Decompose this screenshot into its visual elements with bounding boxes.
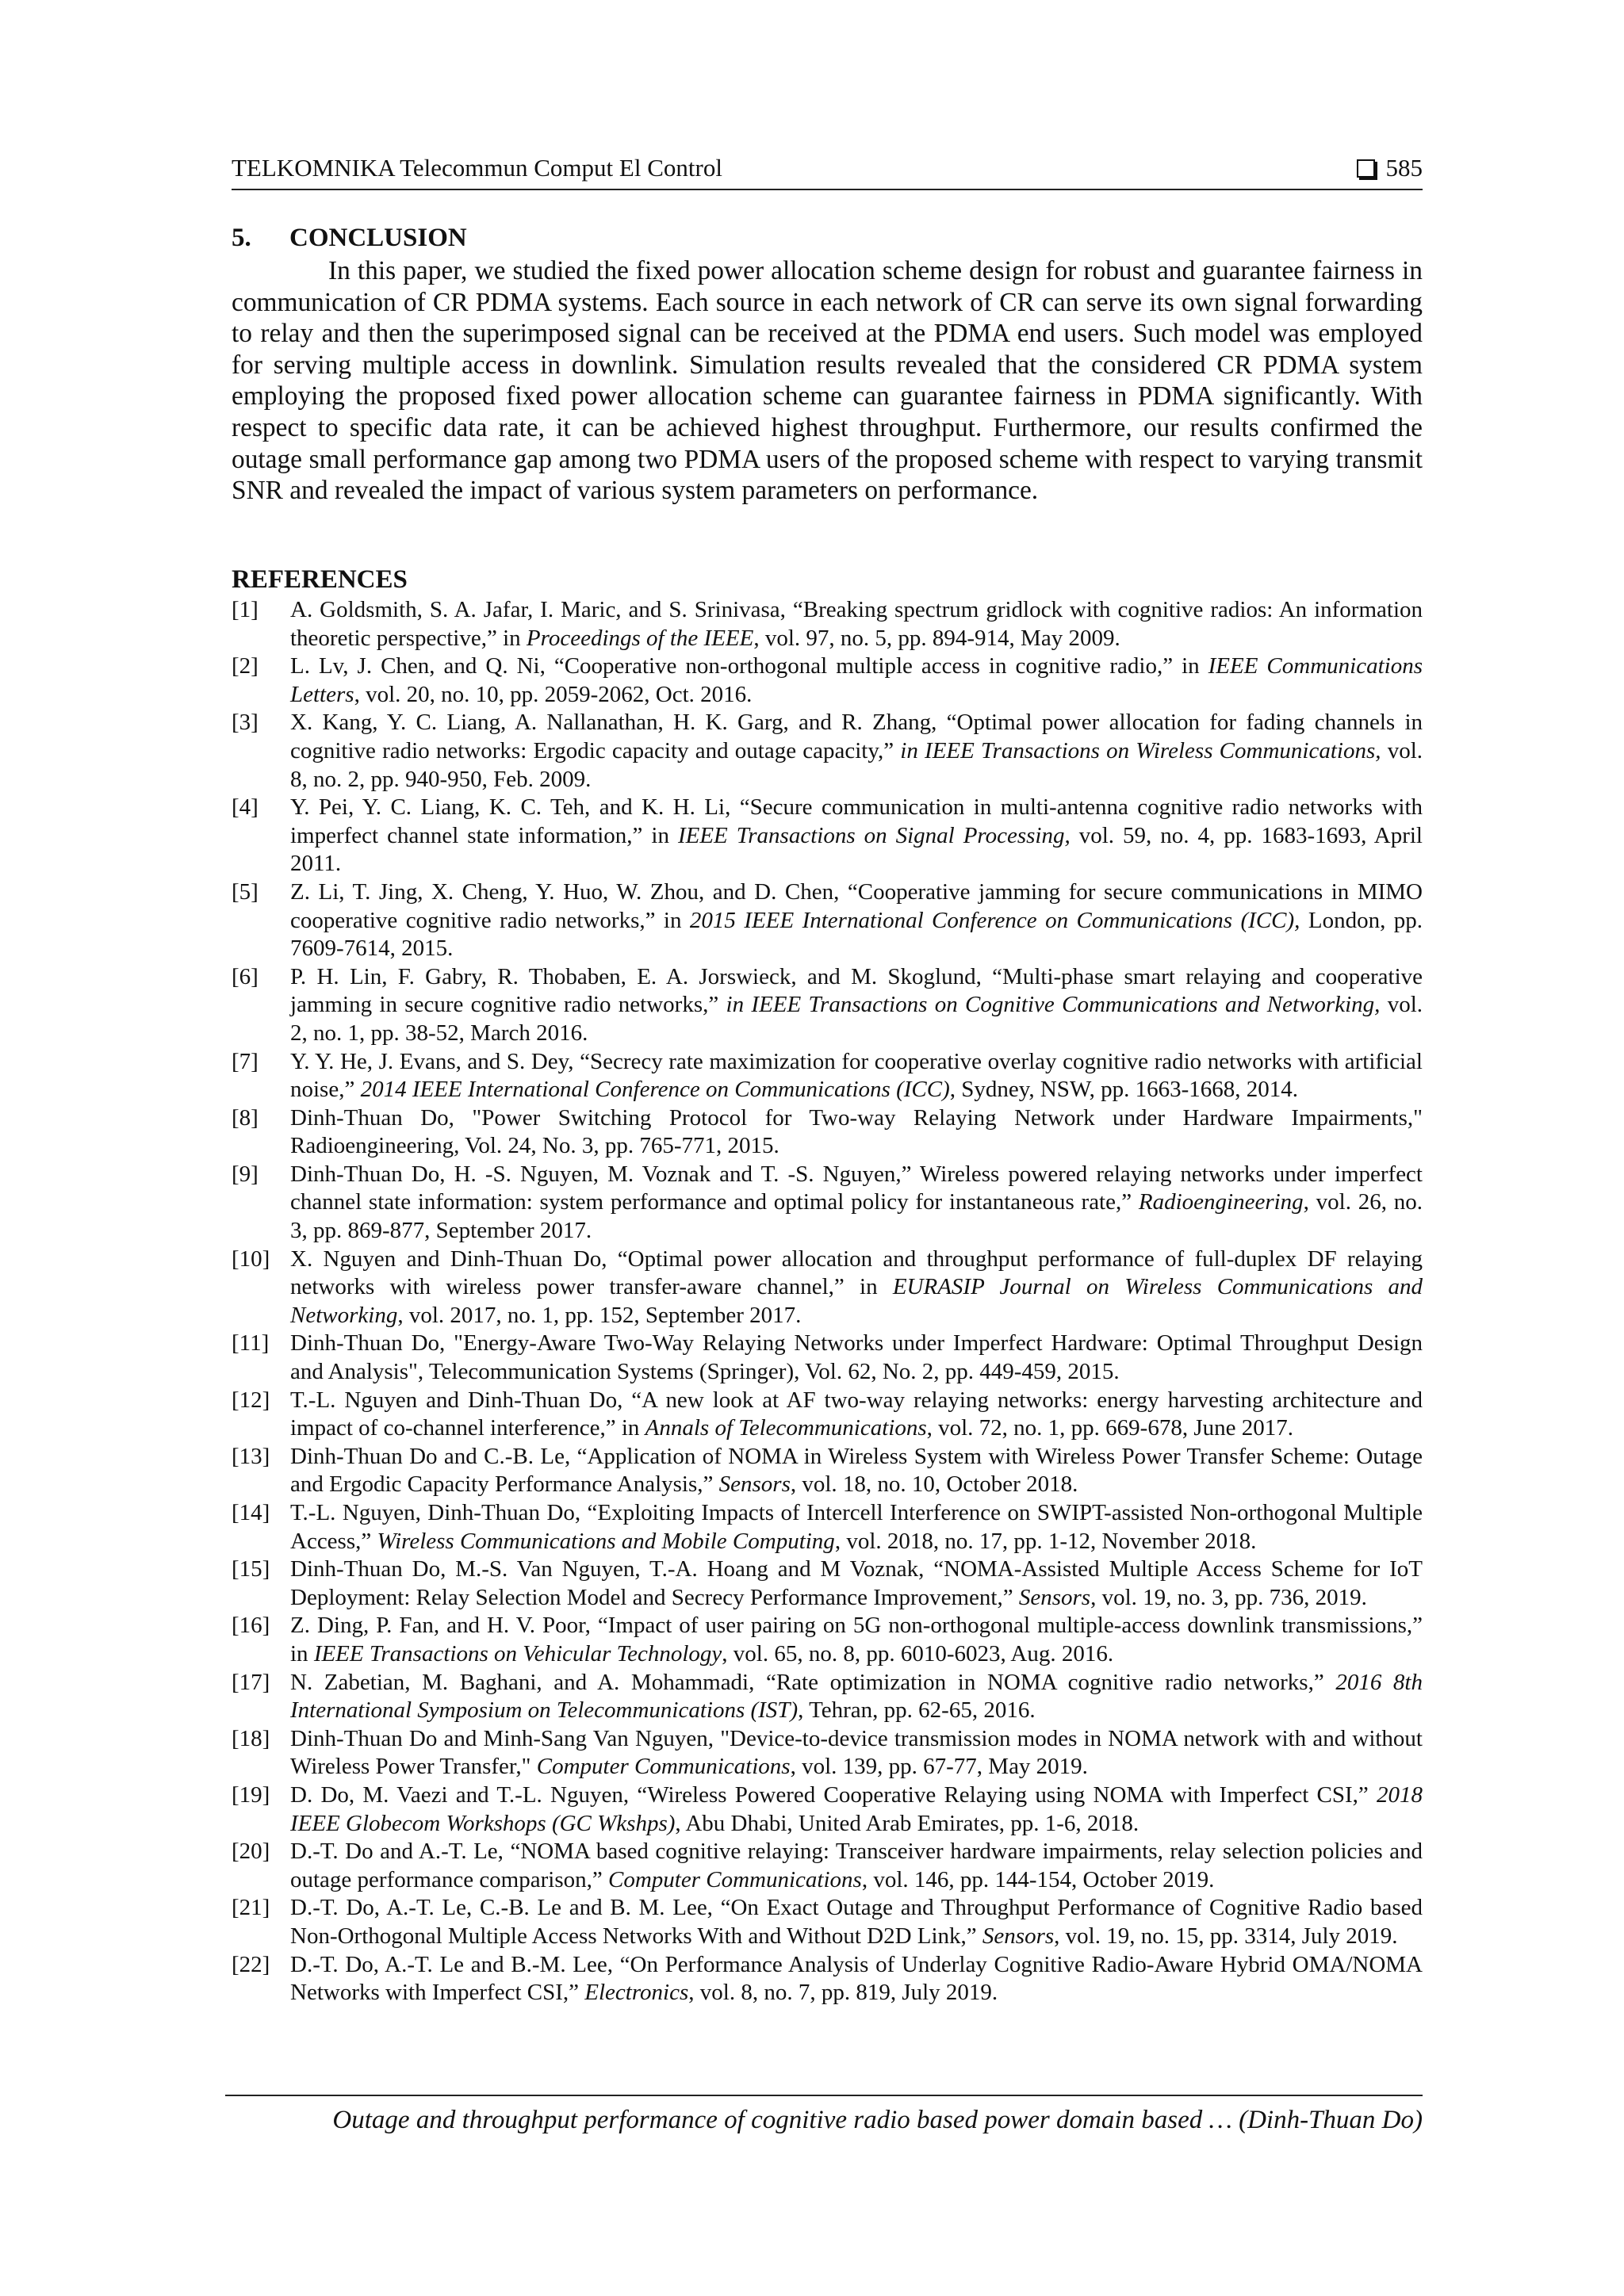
reference-number: [17] xyxy=(232,1669,270,1695)
reference-details: , vol. 2017, no. 1, pp. 152, September 2017. xyxy=(397,1302,802,1328)
reference-venue: 2015 IEEE International Conference on Communications (ICC), xyxy=(689,907,1300,933)
reference-text xyxy=(290,1613,1423,1667)
reference-item xyxy=(232,1443,1423,1499)
reference-item xyxy=(232,1951,1423,2007)
reference-authors-title: T.-L. Nguyen and Dinh-Thuan Do, “A new look at AF two-way relaying networks: energy harvesting architecture and impact of co-channel interference,” in xyxy=(290,1387,1423,1441)
reference-authors-title: Dinh-Thuan Do, M.-S. Van Nguyen, T.-A. Hoang and M Voznak, “NOMA-Assisted Multiple Access Scheme for IoT Deployment: Relay Selection Model and Secrecy Performance Improvement,” xyxy=(290,1556,1423,1610)
reference-text xyxy=(290,653,1423,707)
reference-venue: IEEE Transactions on Signal Processing, xyxy=(677,822,1071,848)
reference-text xyxy=(290,1444,1423,1498)
reference-authors-title: X. Kang, Y. C. Liang, A. Nallanathan, H. K. Garg, and R. Zhang, “Optimal power allocation for fading channels in cognitive radio networks: Ergodic capacity and outage capacity,” xyxy=(290,710,1423,763)
reference-item xyxy=(232,1725,1423,1781)
reference-venue: IEEE Communications Letters xyxy=(290,653,1423,707)
reference-authors-title: P. H. Lin, F. Gabry, R. Thobaben, E. A. Jorswieck, and M. Skoglund, “Multi-phase smart relaying and cooperative jamming in secure cognitive radio networks,” xyxy=(290,963,1423,1018)
reference-item xyxy=(232,794,1423,878)
reference-number: [15] xyxy=(232,1556,270,1582)
reference-venue: 2018 IEEE Globecom Workshops (GC Wkshps) xyxy=(290,1781,1423,1836)
reference-number: [9] xyxy=(232,1161,259,1187)
running-footer xyxy=(225,2095,1423,2134)
reference-item xyxy=(232,652,1423,709)
reference-text xyxy=(290,794,1423,876)
reference-venue: Sensors xyxy=(982,1923,1055,1949)
reference-venue: Annals of Telecommunications xyxy=(645,1415,927,1441)
reference-text xyxy=(290,1105,1423,1159)
reference-number: [2] xyxy=(232,653,259,679)
reference-venue: in IEEE Transactions on Cognitive Communications and Networking, xyxy=(726,992,1381,1018)
reference-authors-title: Z. Ding, P. Fan, and H. V. Poor, “Impact of user pairing on 5G non-orthogonal multiple-access downlink transmissions,” in xyxy=(290,1613,1423,1667)
reference-details: , vol. 146, pp. 144-154, October 2019. xyxy=(861,1866,1215,1892)
reference-text xyxy=(290,1330,1423,1384)
section-title: CONCLUSION xyxy=(289,224,467,252)
reference-details: , vol. 139, pp. 67-77, May 2019. xyxy=(790,1754,1088,1780)
reference-item xyxy=(232,1556,1423,1612)
reference-number: [20] xyxy=(232,1839,270,1865)
reference-authors-title: Dinh-Thuan Do, H. -S. Nguyen, M. Voznak and T. -S. Nguyen,” Wireless powered relaying networks under imperfect channel state information: system performance and optimal policy for instantaneous rate,” xyxy=(290,1161,1423,1215)
reference-number: [22] xyxy=(232,1951,270,1977)
reference-details: , vol. 65, no. 8, pp. 6010-6023, Aug. 2016. xyxy=(722,1640,1114,1667)
reference-text xyxy=(290,1895,1423,1949)
reference-venue: 2016 8th International Symposium on Telecommunications (IST) xyxy=(290,1669,1423,1724)
reference-authors-title: Y. Pei, Y. C. Liang, K. C. Teh, and K. H. Li, “Secure communication in multi-antenna cognitive radio networks with imperfect channel state information,” in xyxy=(290,794,1423,848)
reference-item xyxy=(232,1781,1423,1838)
reference-text xyxy=(290,1726,1423,1780)
reference-number: [3] xyxy=(232,710,259,736)
section-number: 5. xyxy=(232,224,251,252)
reference-details: , Abu Dhabi, United Arab Emirates, pp. 1-6, 2018. xyxy=(675,1810,1139,1836)
references-heading: REFERENCES xyxy=(232,565,408,594)
reference-text xyxy=(290,1782,1423,1836)
reference-item xyxy=(232,1246,1423,1330)
reference-authors-title: Z. Li, T. Jing, X. Cheng, Y. Huo, W. Zhou, and D. Chen, “Cooperative jamming for secure communications in MIMO cooperative cognitive radio networks,” in xyxy=(290,878,1423,933)
reference-number: [8] xyxy=(232,1104,259,1131)
reference-venue: Computer Communications xyxy=(608,1866,862,1892)
reference-text xyxy=(290,597,1423,651)
reference-text xyxy=(290,1387,1423,1441)
reference-text xyxy=(290,879,1423,961)
reference-item xyxy=(232,1161,1423,1246)
reference-venue: Computer Communications xyxy=(536,1754,791,1780)
reference-details: London, pp. 7609-7614, 2015. xyxy=(290,907,1423,962)
reference-number: [4] xyxy=(232,794,259,821)
reference-authors-title: N. Zabetian, M. Baghani, and A. Mohammadi, “Rate optimization in NOMA cognitive radio networks,” xyxy=(290,1669,1336,1695)
reference-text xyxy=(290,1670,1423,1724)
reference-venue: Wireless Communications and Mobile Computing xyxy=(377,1528,835,1554)
reference-details: , vol. 18, no. 10, October 2018. xyxy=(790,1471,1078,1498)
reference-item xyxy=(232,1387,1423,1443)
reference-number: [11] xyxy=(232,1330,270,1357)
footer-title: Outage and throughput performance of cognitive radio based power domain based … (Dinh-Thuan Do) xyxy=(332,2106,1423,2134)
reference-venue: Proceedings of the IEEE xyxy=(526,625,754,651)
reference-number: [13] xyxy=(232,1443,270,1469)
reference-item xyxy=(232,878,1423,963)
reference-number: [7] xyxy=(232,1048,259,1074)
reference-details: vol. 2, no. 1, pp. 38-52, March 2016. xyxy=(290,992,1423,1046)
reference-item xyxy=(232,1669,1423,1725)
journal-name: TELKOMNIKA Telecommun Comput El Control xyxy=(232,154,722,182)
reference-details: , vol. 72, no. 1, pp. 669-678, June 2017. xyxy=(926,1415,1293,1441)
reference-item xyxy=(232,1104,1423,1161)
reference-item xyxy=(232,1048,1423,1104)
reference-text xyxy=(290,1839,1423,1892)
conclusion-heading xyxy=(232,224,467,253)
reference-venue: IEEE Transactions on Vehicular Technology xyxy=(313,1640,722,1667)
reference-authors-title: L. Lv, J. Chen, and Q. Ni, “Cooperative non-orthogonal multiple access in cognitive radio,” in xyxy=(290,653,1208,679)
reference-details: vol. 8, no. 2, pp. 940-950, Feb. 2009. xyxy=(290,737,1423,792)
reference-details: vol. 59, no. 4, pp. 1683-1693, April 2011. xyxy=(290,822,1423,877)
reference-number: [1] xyxy=(232,597,259,622)
reference-details: , vol. 19, no. 15, pp. 3314, July 2019. xyxy=(1054,1923,1398,1949)
reference-authors-title: D.-T. Do and A.-T. Le, “NOMA based cognitive relaying: Transceiver hardware impairments, relay selection policies and outage performance comparison,” xyxy=(290,1839,1423,1892)
reference-venue: 2014 IEEE International Conference on Communications (ICC) xyxy=(360,1077,950,1103)
reference-details: , vol. 19, no. 3, pp. 736, 2019. xyxy=(1090,1584,1367,1610)
reference-item xyxy=(232,1330,1423,1386)
reference-details: , Tehran, pp. 62-65, 2016. xyxy=(798,1697,1036,1724)
reference-details: , vol. 97, no. 5, pp. 894-914, May 2009. xyxy=(753,625,1120,651)
reference-authors-title: X. Nguyen and Dinh-Thuan Do, “Optimal power allocation and throughput performance of full-duplex DF relaying networks with wireless power transfer-aware channel,” in xyxy=(290,1246,1423,1300)
reference-text xyxy=(290,710,1423,791)
reference-authors-title: Dinh-Thuan Do, "Power Switching Protocol for Two-way Relaying Network under Hardware Impairments," Radioengineering, Vol. 24, No. 3, pp. 765-771, 2015. xyxy=(290,1104,1423,1159)
reference-number: [5] xyxy=(232,878,259,905)
reference-authors-title: T.-L. Nguyen, Dinh-Thuan Do, “Exploiting Impacts of Intercell Interference on SWIPT-assisted Non-orthogonal Multiple Access,” xyxy=(290,1500,1423,1554)
reference-authors-title: Dinh-Thuan Do and Minh-Sang Van Nguyen, "Device-to-device transmission modes in NOMA network with and without Wireless Power Transfer," xyxy=(290,1725,1423,1780)
reference-details: , vol. 20, no. 10, pp. 2059-2062, Oct. 2016. xyxy=(354,681,753,707)
reference-number: [16] xyxy=(232,1613,270,1639)
reference-number: [21] xyxy=(232,1895,270,1921)
reference-list xyxy=(232,596,1423,2007)
reference-item xyxy=(232,1612,1423,1668)
reference-text xyxy=(290,1246,1423,1328)
reference-details: , vol. 26, no. 3, pp. 869-877, September 2017. xyxy=(290,1189,1423,1244)
reference-authors-title: A. Goldsmith, S. A. Jafar, I. Maric, and S. Srinivasa, “Breaking spectrum gridlock with cognitive radios: An information theoretic perspective,” in xyxy=(290,597,1423,651)
reference-text xyxy=(290,1161,1423,1243)
page-number-block xyxy=(1357,154,1423,182)
reference-text xyxy=(290,1556,1423,1610)
reference-item xyxy=(232,963,1423,1048)
running-header xyxy=(232,152,1423,190)
reference-authors-title: Y. Y. He, J. Evans, and S. Dey, “Secrecy rate maximization for cooperative overlay cognitive radio networks with artificial noise,” xyxy=(290,1048,1423,1103)
reference-authors-title: Dinh-Thuan Do, "Energy-Aware Two-Way Relaying Networks under Imperfect Hardware: Optimal Throughput Design and Analysis", Telecommunication Systems (Springer), Vol. 62, No. 2, pp. 449-459, 2015. xyxy=(290,1330,1423,1385)
reference-authors-title: D.-T. Do, A.-T. Le and B.-M. Lee, “On Performance Analysis of Underlay Cognitive Radio-Aware Hybrid OMA/NOMA Networks with Imperfect CSI,” xyxy=(290,1951,1423,2006)
reference-number: [12] xyxy=(232,1387,270,1413)
reference-item xyxy=(232,709,1423,794)
reference-number: [14] xyxy=(232,1500,270,1525)
reference-venue: Electronics xyxy=(584,1980,689,2006)
reference-details: , vol. 2018, no. 17, pp. 1-12, November 2018. xyxy=(834,1528,1257,1554)
reference-details: , vol. 8, no. 7, pp. 819, July 2019. xyxy=(688,1980,998,2006)
reference-item xyxy=(232,1838,1423,1894)
reference-text xyxy=(290,1952,1423,2006)
reference-number: [18] xyxy=(232,1725,270,1751)
reference-text xyxy=(290,1049,1423,1103)
reference-authors-title: D.-T. Do, A.-T. Le, C.-B. Le and B. M. Lee, “On Exact Outage and Throughput Performance of Cognitive Radio based Non-Orthogonal Multiple Access Networks With and Without D2D Link,” xyxy=(290,1895,1423,1949)
reference-venue: Sensors xyxy=(718,1471,791,1498)
reference-venue: Radioengineering xyxy=(1138,1189,1304,1215)
reference-authors-title: D. Do, M. Vaezi and T.-L. Nguyen, “Wireless Powered Cooperative Relaying using NOMA with Imperfect CSI,” xyxy=(290,1781,1377,1808)
reference-text xyxy=(290,964,1423,1046)
reference-item xyxy=(232,1894,1423,1950)
reference-authors-title: Dinh-Thuan Do and C.-B. Le, “Application of NOMA in Wireless System with Wireless Power Transfer Scheme: Outage and Ergodic Capacity Performance Analysis,” xyxy=(290,1443,1423,1498)
reference-details: , Sydney, NSW, pp. 1663-1668, 2014. xyxy=(949,1077,1299,1103)
reference-item xyxy=(232,1499,1423,1556)
reference-venue: EURASIP Journal on Wireless Communications and Networking xyxy=(290,1274,1423,1328)
reference-number: [10] xyxy=(232,1246,270,1272)
reference-number: [6] xyxy=(232,963,259,989)
reference-text xyxy=(290,1500,1423,1554)
page-number: 585 xyxy=(1385,154,1423,182)
reference-item xyxy=(232,596,1423,652)
reference-number: [19] xyxy=(232,1781,270,1808)
checkbox-bullet-icon xyxy=(1357,159,1375,178)
conclusion-paragraph: In this paper, we studied the fixed power allocation scheme design for robust and guarantee fairness in communication of CR PDMA systems. Each source in each network of CR can serve its own signal forwarding to relay and then the superimposed signal can be received at the PDMA end users. Such model was employed for serving multiple access in downlink. Simulation results revealed that the considered CR PDMA system employing the proposed fixed power allocation scheme can guarantee fairness in PDMA significantly. With respect to specific data rate, it can be achieved highest throughput. Furthermore, our results confirmed the outage small performance gap among two PDMA users of the proposed scheme with respect to varying transmit SNR and revealed the impact of various system parameters on performance. xyxy=(232,256,1423,506)
reference-venue: Sensors xyxy=(1018,1584,1091,1610)
reference-venue: in IEEE Transactions on Wireless Communications, xyxy=(900,737,1381,763)
